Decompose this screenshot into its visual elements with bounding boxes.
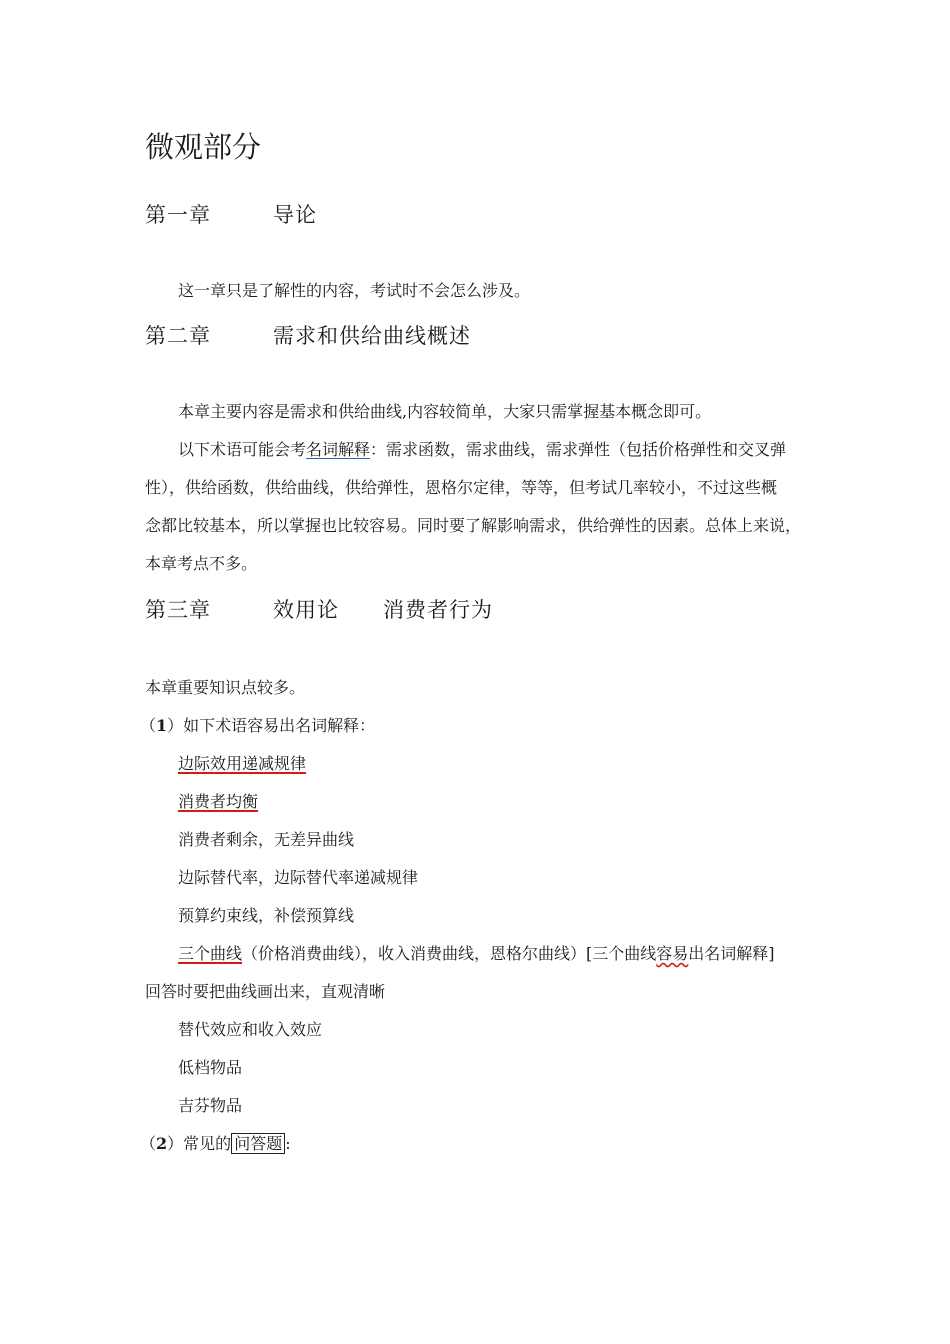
chapter-1-text: 这一章只是了解性的内容，考试时不会怎么涉及。 [178, 281, 531, 300]
chapter-name: 需求和供给曲线概述 [273, 324, 471, 348]
text-segment: 容易 [656, 944, 689, 963]
chapter-name: 导论 [273, 203, 317, 227]
list-item: 吉芬物品 [178, 1096, 243, 1115]
section-2-heading [140, 1133, 291, 1155]
list-item-continuation: 回答时要把曲线画出来，直观清晰 [145, 982, 386, 1001]
text-segment: ：需求函数，需求曲线，需求弹性（包括价格弹性和交叉弹 [370, 440, 787, 459]
text-segment: 出名词解释] [688, 944, 775, 963]
paren: （ [140, 716, 157, 735]
text-segment: 以下术语可能会考 [178, 440, 307, 459]
chapter-name: 效用论 [273, 598, 339, 622]
paren: ） [167, 716, 184, 735]
list-item: 低档物品 [178, 1058, 243, 1077]
text-segment: : [285, 1134, 291, 1153]
text-segment: （价格消费曲线），收入消费曲线，恩格尔曲线）[三个曲线 [242, 944, 657, 963]
text-segment: 三个曲线 [178, 944, 243, 963]
chapter-3-heading [145, 596, 493, 624]
list-item: 消费者剩余，无差异曲线 [178, 830, 355, 849]
chapter-subname: 消费者行为 [383, 598, 493, 622]
chapter-2-paragraph-2-line-4: 本章考点不多。 [145, 554, 258, 573]
paren: （ [140, 1134, 157, 1153]
chapter-2-paragraph-2-line-3: 念都比较基本，所以掌握也比较容易。同时要了解影响需求，供给弹性的因素。总体上来说， [145, 516, 802, 535]
paren: ） [167, 1134, 184, 1153]
section-1-heading [140, 715, 375, 737]
chapter-number: 第一章 [145, 203, 211, 227]
chapter-number: 第三章 [145, 598, 211, 622]
chapter-2-paragraph-2-line-2: 性），供给函数，供给曲线，供给弹性，恩格尔定律，等等，但考试几率较小，不过这些概 [145, 478, 778, 497]
chapter-2-paragraph-2-line-1 [178, 439, 786, 461]
boxed-term: 问答题 [231, 1133, 285, 1154]
list-item: 预算约束线，补偿预算线 [178, 906, 355, 925]
chapter-3-intro: 本章重要知识点较多。 [145, 678, 306, 697]
list-item: 边际替代率，边际替代率递减规律 [178, 868, 419, 887]
page-title: 微观部分 [145, 130, 262, 164]
term-link[interactable]: 名词解释 [306, 440, 371, 459]
text-segment: 常见的 [183, 1134, 232, 1153]
list-item: 边际效用递减规律 [178, 754, 307, 773]
chapter-1-heading [145, 201, 317, 229]
list-item: 消费者均衡 [178, 792, 259, 811]
list-item: 替代效应和收入效应 [178, 1020, 323, 1039]
section-number: 2 [156, 1134, 168, 1153]
list-item [178, 943, 775, 965]
section-number: 1 [156, 716, 168, 735]
chapter-2-paragraph-1: 本章主要内容是需求和供给曲线,内容较简单，大家只需掌握基本概念即可。 [178, 402, 712, 421]
chapter-number: 第二章 [145, 324, 211, 348]
chapter-2-heading [145, 322, 471, 350]
section-text: 如下术语容易出名词解释： [183, 716, 376, 735]
